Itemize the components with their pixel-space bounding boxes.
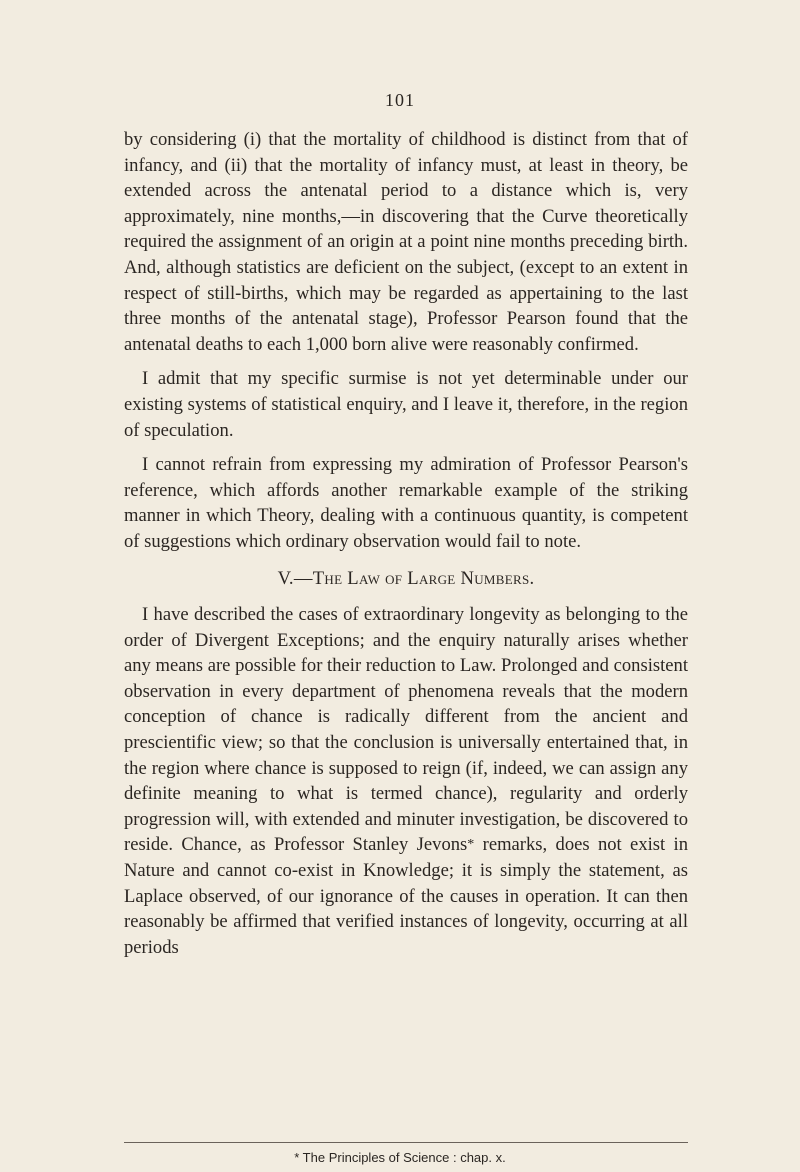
paragraph-1: by considering (i) that the mortality of childhood is distinct from that of infancy, and (ii) that the mortality of infancy must, at least in theory, be extended across the antenatal period to a distance which is, very approximately, nine months,—in discovering that the Curve theoretically required the assignment of an origin at a point nine months preceding birth. And, although statistics are deficient on the subject, (except to an extent in respect of still-births, which may be regarded as appertaining to the last three months of the antenatal stage), Professor Pearson found that the antenatal deaths to each 1,000 born alive were reasonably confirmed. [124, 129, 688, 355]
paragraph-4 [124, 602, 688, 960]
page-number: 101 [385, 90, 415, 110]
footnote: * The Principles of Science : chap. x. [294, 1150, 506, 1165]
paragraph-2: I admit that my specific surmise is not yet determinable under our existing systems of statistical enquiry, and I leave it, therefore, in the region of speculation. [124, 368, 688, 441]
section-heading-title: The Law of Large Numbers. [312, 567, 535, 589]
footnote-divider [124, 1142, 688, 1143]
paragraph-4-part-a: I have described the cases of extraordinary longevity as belonging to the order of Divergent Exceptions; and the enquiry naturally arises whether any means are possible for their reduction to Law. Prolonged and consistent observation in every department of phenomena reveals that the modern conception of chance is radically different from the ancient and prescientific view; so that the conclusion is universally entertained that, in the region where chance is supposed to reign (if, indeed, we can assign any definite meaning to what is termed chance), regularity and orderly progression will, with extended and minuter investigation, be discovered to reside. Chance, as Professor Stanley Jevons [124, 604, 688, 856]
footnote-reference: * [467, 837, 475, 853]
section-heading [124, 566, 688, 592]
paragraph-4-part-b: remarks, does not exist in Nature and cannot co-exist in Knowledge; it is simply the statement, as Laplace observed, of our ignorance of the causes in operation. It can then reasonably be affirmed that verified instances of longevity, occurring at all periods [124, 834, 688, 958]
body-text [124, 127, 688, 960]
section-heading-number: V.— [277, 567, 313, 589]
paragraph-3: I cannot refrain from expressing my admiration of Professor Pearson's reference, which affords another remarkable example of the striking manner in which Theory, dealing with a continuous quantity, is competent of suggestions which ordinary observation would fail to note. [124, 454, 688, 552]
